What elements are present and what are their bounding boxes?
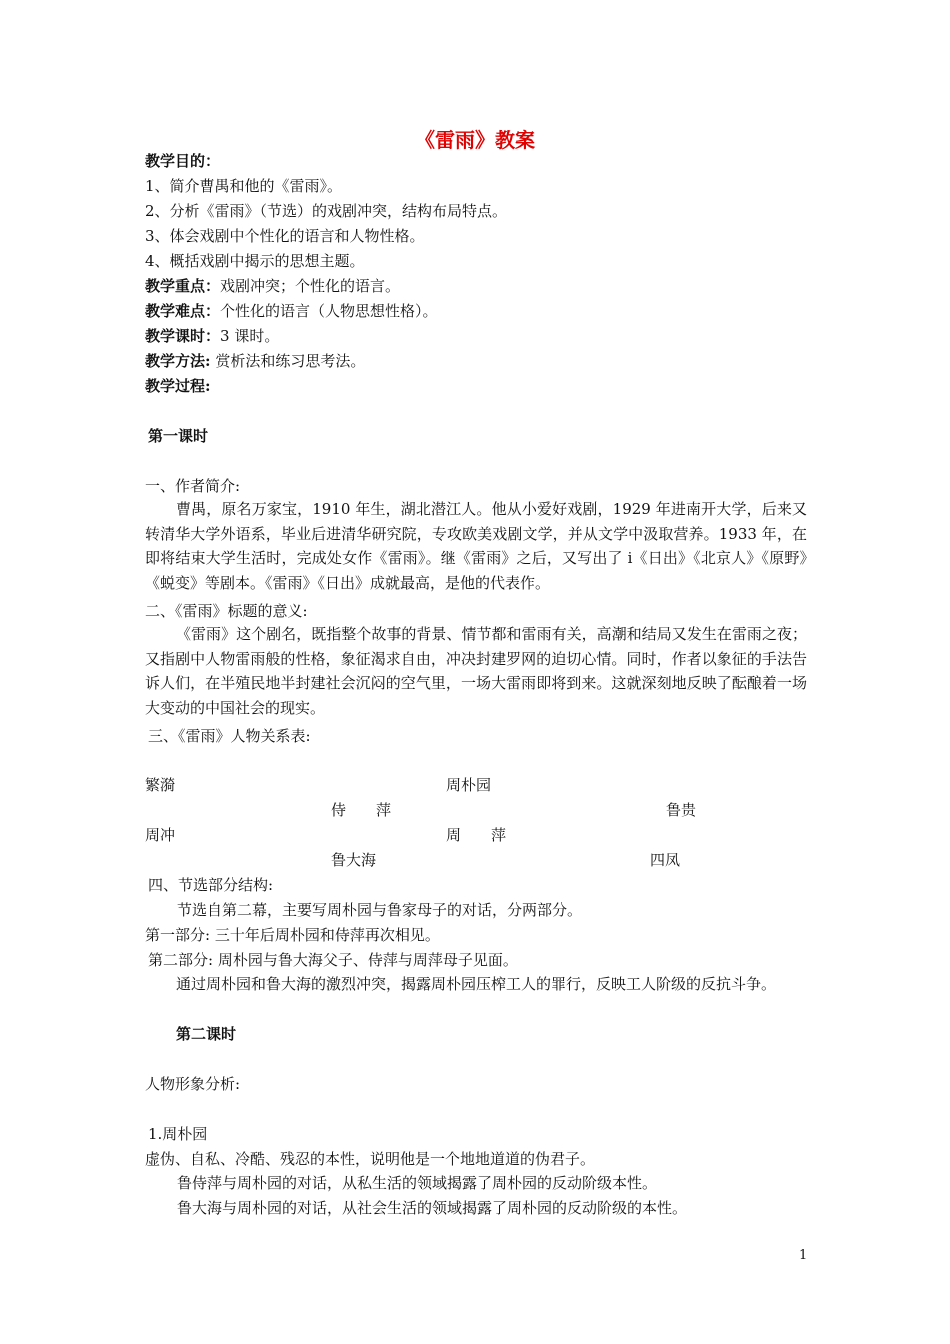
analysis-item-paragraph: 鲁侍萍与周朴园的对话，从私生活的领域揭露了周朴园的反动阶级本性。: [177, 1174, 658, 1192]
section1-paragraph: 曹禺，原名万家宝，1910 年生，湖北潜江人。他从小爱好戏剧，1929 年进南开大学，后来又转清华大学外语系，毕业后进清华研究院，专攻欧美戏剧文学，并从文学中汲取营养。1933 年，在即将结束大学生活时，完成处女作《雷雨》。继《雷雨》之后，又写出了 i《日出》《北京人》《原野》《蜕变》等剧本。《雷雨》《日出》成就最高，是他的代表作。: [145, 500, 807, 592]
character-zhouchong: 周冲: [145, 826, 176, 844]
method-line: [145, 351, 365, 371]
focus-label: 教学重点：: [145, 277, 221, 295]
lesson1-heading: 第一课时: [148, 427, 209, 445]
character-ludahai: 鲁大海: [331, 851, 377, 869]
difficulty-text: 个性化的语言（人物思想性格）。: [220, 302, 438, 320]
section4-part2: 第二部分: 周朴园与鲁大海父子、侍萍与周萍母子见面。: [148, 951, 518, 969]
objectives-heading: 教学目的：: [145, 152, 221, 170]
analysis-item-paragraph: 鲁大海与周朴园的对话，从社会生活的领域揭露了周朴园的反动阶级的本性。: [177, 1199, 688, 1217]
analysis-heading: 人物形象分析:: [145, 1075, 241, 1093]
hours-label: 教学课时：: [145, 327, 221, 345]
hours-line: [145, 326, 279, 346]
objective-item: 2、分析《雷雨》（节选）的戏剧冲突，结构布局特点。: [145, 202, 508, 220]
hours-text: 3 课时。: [220, 327, 280, 345]
section1-heading: 一、作者简介:: [145, 477, 241, 495]
character-zhouping: 周 萍: [446, 826, 507, 844]
document-title: 《雷雨》教案: [415, 128, 535, 152]
section2-paragraph: 《雷雨》这个剧名，既指整个故事的背景、情节都和雷雨有关，高潮和结局又发生在雷雨之夜；又指剧中人物雷雨般的性格，象征渴求自由，冲决封建罗网的迫切心情。同时，作者以象征的手法告诉人们，在半殖民地半封建社会沉闷的空气里，一场大雷雨即将到来。这就深刻地反映了酝酿着一场大变动的中国社会的现实。: [145, 625, 807, 717]
method-label: 教学方法:: [145, 352, 211, 370]
process-heading: 教学过程:: [145, 377, 211, 395]
difficulty-label: 教学难点：: [145, 302, 221, 320]
objective-item: 1、简介曹禺和他的《雷雨》。: [145, 177, 343, 195]
section3-heading: 三、《雷雨》人物关系表:: [148, 727, 311, 745]
section4-summary: 通过周朴园和鲁大海的激烈冲突，揭露周朴园压榨工人的罪行，反映工人阶级的反抗斗争。: [176, 975, 777, 993]
character-lugui: 鲁贵: [666, 801, 697, 819]
section2-heading: 二、《雷雨》标题的意义:: [145, 602, 308, 620]
focus-line: [145, 276, 400, 296]
objective-item: 4、概括戏剧中揭示的思想主题。: [145, 252, 365, 270]
page-number: 1: [799, 1248, 808, 1263]
method-text: 赏析法和练习思考法。: [210, 352, 366, 370]
character-zhoupuyuan: 周朴园: [446, 776, 492, 794]
focus-text: 戏剧冲突；个性化的语言。: [220, 277, 401, 295]
character-shiping: 侍 萍: [331, 801, 392, 819]
section4-heading: 四、节选部分结构:: [148, 876, 274, 894]
character-sifeng: 四凤: [650, 851, 681, 869]
analysis-item-zhoupuyuan: 1.周朴园: [148, 1125, 208, 1143]
difficulty-line: [145, 301, 438, 321]
lesson2-heading: 第二课时: [176, 1025, 237, 1043]
analysis-item-description: 虚伪、自私、冷酷、残忍的本性，说明他是一个地地道道的伪君子。: [145, 1150, 596, 1168]
character-fanyi: 繁漪: [145, 776, 176, 794]
objective-item: 3、体会戏剧中个性化的语言和人物性格。: [145, 227, 425, 245]
section4-intro: 节选自第二幕，主要写周朴园与鲁家母子的对话，分两部分。: [177, 901, 583, 919]
section4-part1: 第一部分: 三十年后周朴园和侍萍再次相见。: [145, 926, 440, 944]
